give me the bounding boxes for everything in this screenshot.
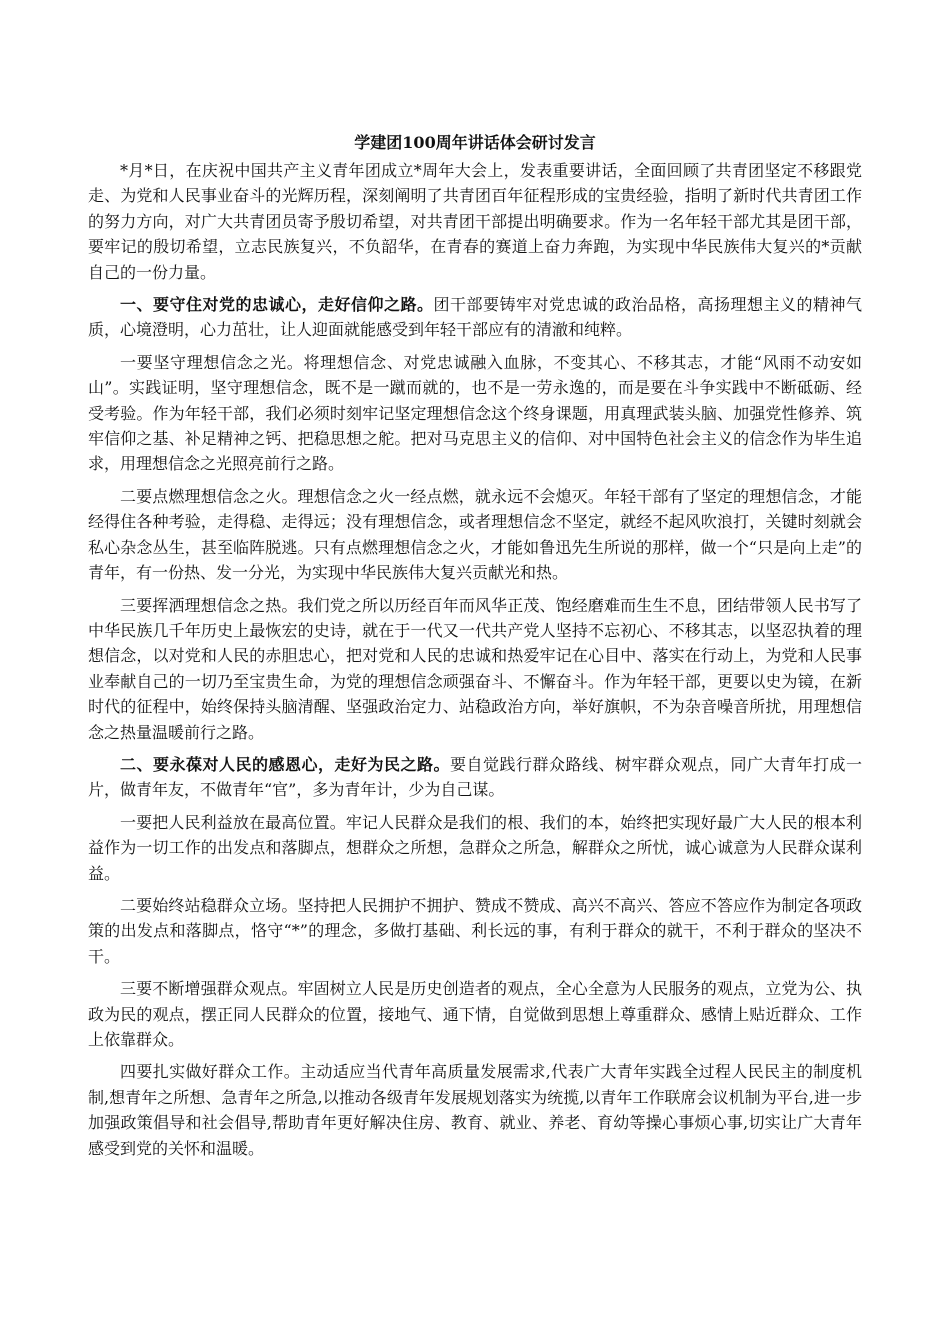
paragraph-text: 二要点燃理想信念之火。理想信念之火一经点燃，就永远不会熄灭。年轻干部有了坚定的理想信念，才能经得住各种考验，走得稳、走得远；没有理想信念，或者理想信念不坚定，就经不起风吹浪打，关键时刻就会私心杂念丛生，甚至临阵脱逃。只有点燃理想信念之火，才能如鲁迅先生所说的那样，做一个“只是向上走”的青年，有一份热、发一分光，为实现中华民族伟大复兴贡献光和热。 <box>88 486 862 583</box>
paragraph-text: 要自觉践行群众路线、树牢群众观点，同广大青年打成一片，做青年友，不做青年“官”，多为青年计，少为自己谋。 <box>88 754 862 800</box>
paragraph-text: 一要坚守理想信念之光。将理想信念、对党忠诚融入血脉，不变其心、不移其志，才能“风雨不动安如山”。实践证明，坚守理想信念，既不是一蹴而就的，也不是一劳永逸的，而是要在斗争实践中不断砥砺、经受考验。作为年轻干部，我们必须时刻牢记坚定理想信念这个终身课题，用真理武装头脑、加强党性修养、筑牢信仰之基、补足精神之钙、把稳思想之舵。把对马克思主义的信仰、对中国特色社会主义的信念作为毕生追求，用理想信念之光照亮前行之路。 <box>88 352 862 474</box>
paragraph-2-4 <box>88 1059 862 1161</box>
paragraph-section-1 <box>88 292 862 343</box>
paragraph-1-1 <box>88 350 862 477</box>
paragraph-2-2 <box>88 893 862 969</box>
paragraph-2-1 <box>88 810 862 886</box>
paragraph-intro <box>88 158 862 285</box>
paragraph-text: 三要挥洒理想信念之热。我们党之所以历经百年而风华正茂、饱经磨难而生生不息，团结带领人民书写了中华民族几千年历史上最恢宏的史诗，就在于一代又一代共产党人坚持不忘初心、不移其志，以坚忍执着的理想信念，以对党和人民的赤胆忠心，把对党和人民的忠诚和热爱牢记在心目中、落实在行动上，为党和人民事业奉献自己的一切乃至宝贵生命，为党的理想信念顽强奋斗、不懈奋斗。作为年轻干部，更要以史为镜，在新时代的征程中，始终保持头脑清醒、坚强政治定力、站稳政治方向，举好旗帜，不为杂音噪音所扰，用理想信念之热量温暖前行之路。 <box>88 595 862 742</box>
section-heading: 一、要守住对党的忠诚心，走好信仰之路。 <box>120 295 434 315</box>
paragraph-text: 团干部要铸牢对党忠诚的政治品格，高扬理想主义的精神气质，心境澄明，心力茁壮，让人迎面就能感受到年轻干部应有的清澈和纯粹。 <box>88 295 862 340</box>
paragraph-section-2 <box>88 752 862 803</box>
paragraph-1-3 <box>88 593 862 745</box>
paragraph-text: *月*日，在庆祝中国共产主义青年团成立*周年大会上，发表重要讲话，全面回顾了共青团坚定不移跟党走、为党和人民事业奋斗的光辉历程，深刻阐明了共青团百年征程形成的宝贵经验，指明了新时代共青团工作的努力方向，对广大共青团员寄予殷切希望，对共青团干部提出明确要求。作为一名年轻干部尤其是团干部，要牢记的殷切希望，立志民族复兴，不负韶华，在青春的赛道上奋力奔跑，为实现中华民族伟大复兴的*贡献自己的一份力量。 <box>88 161 862 282</box>
paragraph-1-2 <box>88 484 862 586</box>
section-heading: 二、要永葆对人民的感恩心，走好为民之路。 <box>120 754 450 774</box>
paragraph-text: 二要始终站稳群众立场。坚持把人民拥护不拥护、赞成不赞成、高兴不高兴、答应不答应作为制定各项政策的出发点和落脚点，恪守“*”的理念，多做打基础、利长远的事，有利于群众的就干，不利于群众的坚决不干。 <box>88 895 862 966</box>
paragraph-2-3 <box>88 976 862 1052</box>
paragraph-text: 三要不断增强群众观点。牢固树立人民是历史创造者的观点，全心全意为人民服务的观点，立党为公、执政为民的观点，摆正同人民群众的位置，接地气、通下情，自觉做到思想上尊重群众、感情上贴近群众、工作上依靠群众。 <box>88 979 862 1049</box>
paragraph-text: 四要扎实做好群众工作。主动适应当代青年高质量发展需求,代表广大青年实践全过程人民民主的制度机制,想青年之所想、急青年之所急,以推动各级青年发展规划落实为统揽,以青年工作联席会议机制为平台,进一步加强政策倡导和社会倡导,帮助青年更好解决住房、教育、就业、养老、育幼等操心事烦心事,切实让广大青年感受到党的关怀和温暖。 <box>88 1062 862 1158</box>
document-title: 学建团100周年讲话体会研讨发言 <box>354 133 596 152</box>
paragraph-text: 一要把人民利益放在最高位置。牢记人民群众是我们的根、我们的本，始终把实现好最广大人民的根本利益作为一切工作的出发点和落脚点，想群众之所想，急群众之所急，解群众之所忧，诚心诚意为人民群众谋利益。 <box>88 812 862 883</box>
